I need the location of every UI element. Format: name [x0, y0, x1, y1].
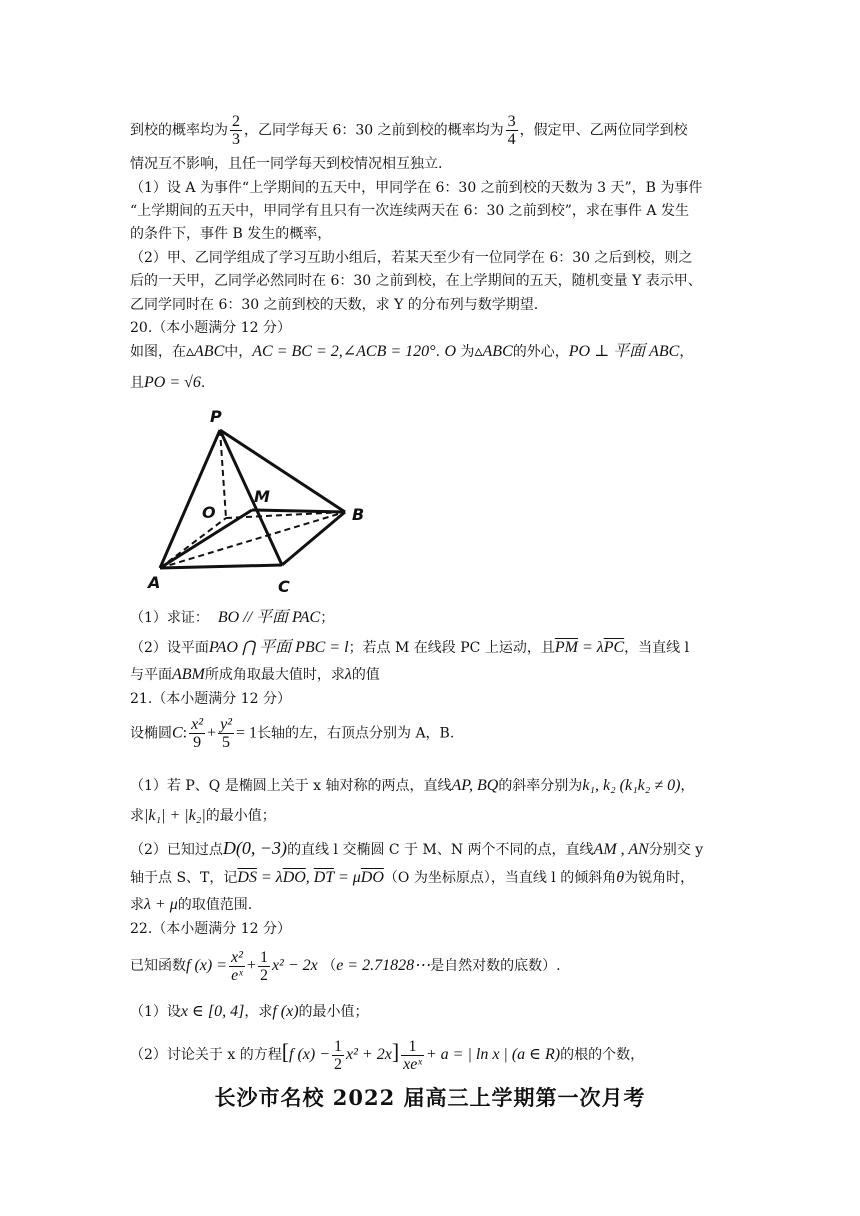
fraction-2-3: $\frac{2}{3}$ [232, 113, 240, 148]
q21-part2-cont: 轴于点 S、T，记$\overline{DS} = \lambda\overline{DO}$, $\overline{DT} = \mu\overline{DO}(O$ 为坐标原点），当直线 l 的倾斜角θ为锐角时， [130, 869, 695, 886]
edge-AC [160, 565, 282, 568]
q19-line1 [130, 113, 688, 148]
q21-part1: （1）若 P、Q 是椭圆上关于 x 轴对称的两点，直线AP, BQ的斜率分别为k₁, k₂ (k₁k₂ ≠ 0)， [130, 777, 695, 794]
q19-line5: 的条件下，事件 B 发生的概率， [130, 226, 332, 242]
q21-line1: 设椭圆C: $\frac{\text{x²}}{9}$ + $\frac{\text{y²}}{5}$ = 1长轴的左，右顶点分别为 A，B. [130, 716, 455, 751]
q20-part2: （2）设平面PAO ⋂ 平面 PBC = l；若点 M 在线段 PC 上运动，且$\overline{PM} = \lambda\overline{PC}$，当直线 l [130, 639, 690, 656]
q20-part2-cont: 与平面ABM所成角取最大值时，求λ的值 [130, 666, 380, 683]
text: 到校的概率均为 [130, 122, 228, 139]
label-B: B [352, 505, 365, 524]
q22-header: 22.（本小题满分 12 分） [130, 921, 291, 937]
fraction-x2-ex: $\frac{\text{x²}}{\text{eˣ}}$ [231, 948, 243, 984]
edge-CB [282, 512, 345, 565]
q22-line1: 已知函数f (x) = $\frac{\text{x²}}{\text{eˣ}}$ + $\frac{1}{2}$ x² − 2x （e = 2.71828⋯是自然对数的底数）. [130, 948, 561, 984]
edge-MB [252, 510, 345, 512]
text: ，假定甲、乙两位同学到校 [519, 122, 688, 139]
edge-PA [160, 430, 220, 568]
q21-part1-cont: 求|k₁| + |k₂|的最小值； [130, 807, 276, 824]
q20-part1: （1）求证： BO // 平面 PAC； [130, 609, 335, 626]
q20-line2: 且PO = √6. [130, 374, 206, 391]
q19-line6: （2）甲、乙同学组成了学习互助小组后，若某天至少有一位同学在 6：30 之后到校，则之 [130, 250, 693, 266]
q20-line1: 如图，在▵ABC中，AC = BC = 2,∠ACB = 120°. O 为▵ABC的外心，PO ⊥ 平面 ABC， [130, 343, 694, 360]
label-O: O [202, 503, 216, 522]
text: ，乙同学每天 6：30 之前到校的概率均为 [244, 122, 504, 139]
q20-header: 20.（本小题满分 12 分） [130, 320, 291, 336]
fraction-1-2: $\frac{1}{2}$ [259, 948, 268, 984]
q19-line8: 乙同学同时在 6：30 之前到校的天数，求 Y 的分布列与数学期望. [130, 297, 539, 313]
label-P: P [210, 407, 222, 426]
q19-line4: “上学期间的五天中，甲同学有且只有一次连续两天在 6：30 之前到校”，求在事件 A 发生 [130, 203, 689, 219]
fraction-x2-9: $\frac{\text{x²}}{9}$ [191, 716, 204, 751]
label-M: M [254, 487, 270, 506]
fraction-1-2b: $\frac{1}{2}$ [334, 1037, 343, 1073]
label-A: A [148, 573, 161, 592]
fraction-1-xex: $\frac{1}{\text{xeˣ}}$ [403, 1037, 422, 1073]
q21-header: 21.（本小题满分 12 分） [130, 691, 291, 707]
fraction-3-4: $\frac{3}{4}$ [507, 113, 516, 148]
q21-part2-end: 求λ + μ的取值范围. [130, 896, 253, 913]
q22-part1: （1）设x ∈ [0, 4]，求f (x)的最小值； [130, 1003, 369, 1020]
fraction-y2-5: $\frac{\text{y²}}{5}$ [220, 716, 232, 751]
q19-line3: （1）设 A 为事件“上学期间的五天中，甲同学在 6：30 之前到校的天数为 3 天”，B 为事件 [130, 180, 703, 196]
q19-line2: 情况互不影响，且任一同学每天到校情况相互独立. [130, 156, 443, 172]
q22-part2: （2）讨论关于 x 的方程[f (x) − $\frac{1}{2}$ x² + 2x] $\frac{1}{\text{xeˣ}}$ + a = | ln x | (a ∈ R)的根的个数， [130, 1037, 645, 1073]
pyramid-figure [140, 400, 380, 600]
q21-part2: （2）已知过点D(0, −3)的直线 l 交椭圆 C 于 M、N 两个不同的点，直线AM , AN分别交 y [130, 838, 704, 858]
label-C: C [278, 577, 290, 596]
exam-title: 长沙市名校 2022 届高三上学期第一次月考 [214, 1085, 646, 1110]
q19-line7: 后的一天甲，乙同学必然同时在 6：30 之前到校，在上学期间的五天，随机变量 Y 表示甲、 [130, 273, 702, 289]
edge-AB [160, 512, 345, 568]
